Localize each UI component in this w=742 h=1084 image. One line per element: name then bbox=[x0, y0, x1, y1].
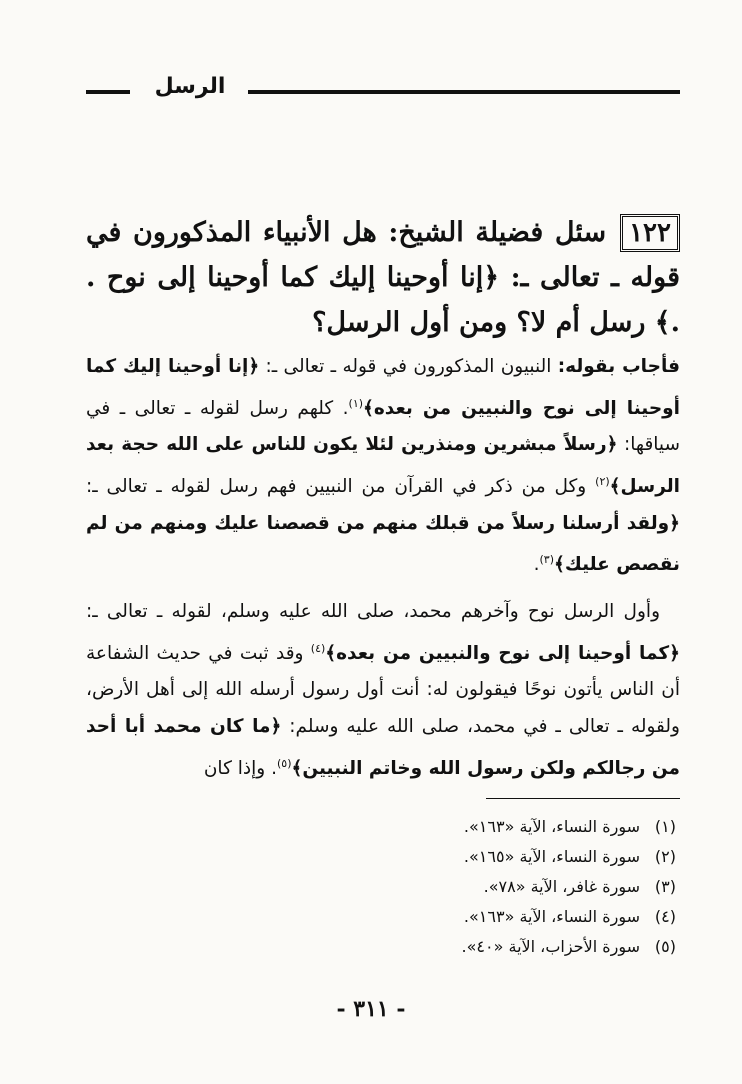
footnote-ref[interactable]: (٣) bbox=[539, 553, 555, 567]
quran-quote: ﴿رسلاً مبشرين ومنذرين لئلا يكون للناس على الله حجة بعد الرسل﴾ bbox=[86, 434, 680, 498]
footnote-number: (٣) bbox=[654, 877, 676, 896]
footnote-text: سورة النساء، الآية «١٦٣». bbox=[463, 907, 640, 926]
footnote-ref[interactable]: (٤) bbox=[310, 641, 326, 655]
footnote-text: سورة النساء، الآية «١٦٣». bbox=[463, 817, 640, 836]
footnote-number: (٥) bbox=[654, 937, 676, 956]
footnote-item bbox=[156, 842, 676, 872]
footnote-text: سورة النساء، الآية «١٦٥». bbox=[463, 847, 640, 866]
footnote-item bbox=[156, 872, 676, 902]
quran-quote: ﴿ما كان محمد أبا أحد من رجالكم ولكن رسول الله وخاتم النبيين﴾ bbox=[86, 715, 680, 779]
footnote-number: (١) bbox=[654, 817, 676, 836]
page-number: - ٣١١ - bbox=[336, 996, 406, 1022]
page-header bbox=[86, 72, 680, 116]
answer-text: . كلهم رسل لقوله ـ تعالى ـ في سياقها: bbox=[86, 397, 681, 456]
answer-text: وأول الرسل نوح وآخرهم محمد، صلى الله عليه وسلم، لقوله ـ تعالى ـ: bbox=[86, 601, 660, 623]
answer-text: . وإذا كان bbox=[203, 757, 277, 779]
answer-text: وقد ثبت في حديث الشفاعة أن الناس يأتون نوحًا فيقولون له: أنت أول رسول أرسله الله إلى أهل الأرض، ولقوله ـ تعالى ـ في محمد، صلى الله عليه وسلم: bbox=[86, 642, 680, 737]
quran-quote: ﴿إنا أوحينا إليك كما أوحينا إلى نوح والنبيين من بعده﴾ bbox=[86, 356, 680, 419]
main-content bbox=[86, 210, 680, 787]
header-rule-left bbox=[86, 90, 130, 94]
answer-text: . bbox=[533, 554, 540, 576]
footnote-ref[interactable]: (٥) bbox=[276, 756, 292, 770]
answer-lead: فأجاب بقوله: bbox=[557, 356, 680, 377]
answer-paragraph-2 bbox=[86, 594, 680, 787]
footnote-ref[interactable]: (١) bbox=[348, 396, 364, 410]
answer-paragraph-1 bbox=[86, 349, 680, 584]
question-number: ١٢٢ bbox=[620, 214, 680, 252]
footnote-divider bbox=[486, 798, 680, 799]
running-head: الرسل bbox=[154, 74, 226, 99]
footnote-item bbox=[156, 812, 676, 842]
question-text: سئل فضيلة الشيخ: هل الأنبياء المذكورون في قوله ـ تعالى ـ: ﴿إنا أوحينا إليك كما أوحينا إلى نوح . .﴾ رسل أم لا؟ ومن أول الرسل؟ bbox=[86, 217, 680, 338]
footnote-item bbox=[156, 902, 676, 932]
footnotes bbox=[156, 812, 676, 962]
footnote-item bbox=[156, 932, 676, 962]
quran-quote: ﴿كما أوحينا إلى نوح والنبيين من بعده﴾ bbox=[325, 642, 681, 664]
question bbox=[86, 210, 680, 345]
answer-text: النبيون المذكورون في قوله ـ تعالى ـ: bbox=[259, 356, 558, 377]
footnote-ref[interactable]: (٢) bbox=[595, 474, 610, 488]
footnote-number: (٤) bbox=[654, 907, 676, 926]
answer bbox=[86, 349, 680, 787]
quran-quote: ﴿ولقد أرسلنا رسلاً من قبلك منهم من قصصنا عليك ومنهم من لم نقصص عليك﴾ bbox=[86, 512, 680, 576]
answer-text: وكل من ذكر في القرآن من النبيين فهم رسل لقوله ـ تعالى ـ: bbox=[86, 476, 596, 498]
footnote-number: (٢) bbox=[654, 847, 676, 866]
footnote-text: سورة الأحزاب، الآية «٤٠». bbox=[461, 937, 640, 956]
header-rule-right bbox=[248, 90, 680, 94]
footnote-text: سورة غافر، الآية «٧٨». bbox=[483, 877, 640, 896]
